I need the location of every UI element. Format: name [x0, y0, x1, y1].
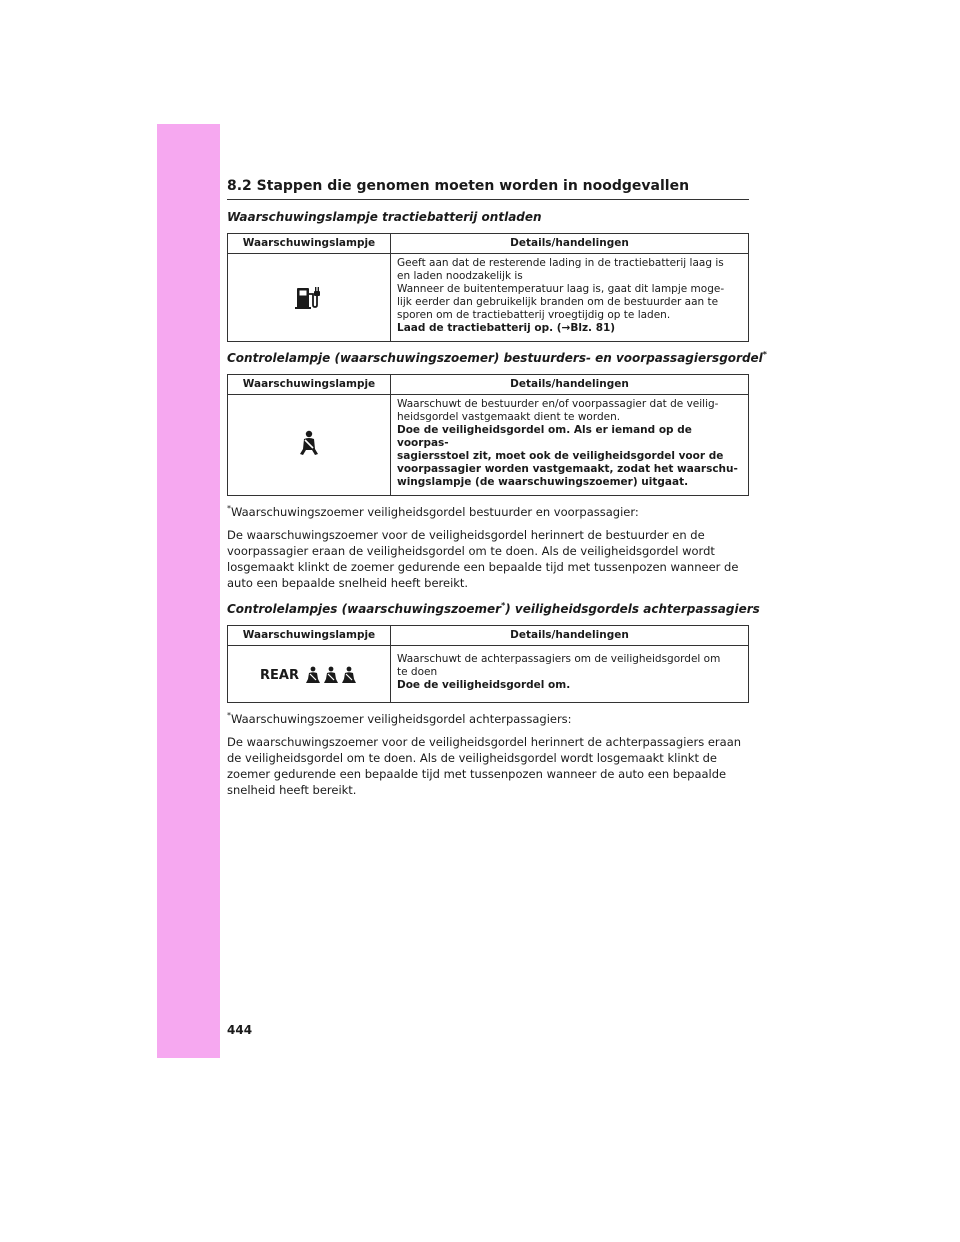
rear-seatbelt-icon	[228, 646, 391, 703]
fuel-pump-plug-icon	[228, 254, 391, 342]
table3-header-lamp: Waarschuwingslampje	[228, 626, 391, 646]
footnote-front	[227, 505, 749, 519]
paragraph-front-seatbelt: De waarschuwingszoemer voor de veiligheidsgordel herinnert de bestuurder en de voorpassagier eraan de veiligheidsgordel om te doen. Als de veiligheidsgordel wordt losgemaakt klinkt de zoemer gedurende een bepaalde tijd met tussenpozen wanneer de auto een bepaalde snelheid heeft bereikt.	[227, 528, 739, 590]
table1-line: Wanneer de buitentemperatuur laag is, gaat dit lampje moge-	[397, 283, 725, 295]
table3-title-post: ) veiligheidsgordels achterpassagiers	[505, 602, 760, 616]
table-rear-seatbelt	[227, 625, 749, 703]
footnote-rear	[227, 712, 749, 726]
table1-header-details: Details/handelingen	[391, 234, 749, 254]
footnote-mark: *	[227, 504, 231, 514]
table2-details	[391, 395, 749, 496]
table-front-seatbelt	[227, 374, 749, 496]
table1-line: Geeft aan dat de resterende lading in de tractiebatterij laag is	[397, 257, 724, 269]
table2-title-footnote-mark: *	[762, 350, 767, 359]
table-traction-battery	[227, 233, 749, 342]
footnote-text: Waarschuwingszoemer veiligheidsgordel bestuurder en voorpassagier:	[231, 505, 639, 519]
table2-instruction-line: wingslampje (de waarschuwingszoemer) uitgaat.	[397, 476, 689, 488]
footnote-text: Waarschuwingszoemer veiligheidsgordel achterpassagiers:	[231, 712, 572, 726]
table1-instruction: Laad de tractiebatterij op. (→Blz. 81)	[397, 322, 616, 334]
table3-line: te doen	[397, 666, 438, 678]
seatbelt-icon	[228, 395, 391, 496]
page-number: 444	[227, 1023, 253, 1037]
table2-title	[227, 350, 767, 365]
table1-line: en laden noodzakelijk is	[397, 270, 523, 282]
table3-line: Waarschuwt de achterpassagiers om de veiligheidsgordel om	[397, 653, 721, 665]
table3-header-details: Details/handelingen	[391, 626, 749, 646]
table2-line: heidsgordel vastgemaakt dient te worden.	[397, 411, 621, 423]
table2-line: Waarschuwt de bestuurder en/of voorpassagier dat de veilig-	[397, 398, 719, 410]
table1-details	[391, 254, 749, 342]
page-sidebar-tab	[157, 124, 220, 1058]
table3-title-pre: Controlelampjes (waarschuwingszoemer	[227, 602, 502, 616]
table2-instruction-line: voorpassagier worden vastgemaakt, zodat het waarschu-	[397, 463, 738, 475]
rear-seatbelt-figures-icon	[304, 666, 358, 684]
table2-instruction-line: Doe de veiligheidsgordel om. Als er iemand op de voorpas-	[397, 424, 692, 449]
table1-line: lijk eerder dan gebruikelijk branden om de bestuurder aan te	[397, 296, 719, 308]
footnote-mark: *	[227, 711, 231, 721]
table1-title: Waarschuwingslampje tractiebatterij ontladen	[227, 210, 542, 224]
table1-line: sporen om de tractiebatterij vroegtijdig op te laden.	[397, 309, 671, 321]
rear-label: REAR	[260, 667, 299, 683]
table2-header-lamp: Waarschuwingslampje	[228, 375, 391, 395]
table1-header-lamp: Waarschuwingslampje	[228, 234, 391, 254]
table2-header-details: Details/handelingen	[391, 375, 749, 395]
table2-title-text: Controlelampje (waarschuwingszoemer) bestuurders- en voorpassagiersgordel	[227, 351, 763, 365]
table3-instruction: Doe de veiligheidsgordel om.	[397, 679, 571, 691]
table2-instruction-line: sagiersstoel zit, moet ook de veiligheidsgordel voor de	[397, 450, 724, 462]
page-content	[227, 178, 767, 809]
table3-details	[391, 646, 749, 703]
section-header: 8.2 Stappen die genomen moeten worden in noodgevallen	[227, 178, 749, 200]
table3-title	[227, 601, 760, 616]
table3-title-footnote-mark: *	[501, 601, 506, 610]
paragraph-rear-seatbelt: De waarschuwingszoemer voor de veiligheidsgordel herinnert de achterpassagiers eraan de veiligheidsgordel om te doen. Als de veiligheidsgordel wordt losgemaakt klinkt de zoemer gedurende een bepaalde tijd met tussenpozen wanneer de auto een bepaalde snelheid heeft bereikt.	[227, 735, 742, 797]
